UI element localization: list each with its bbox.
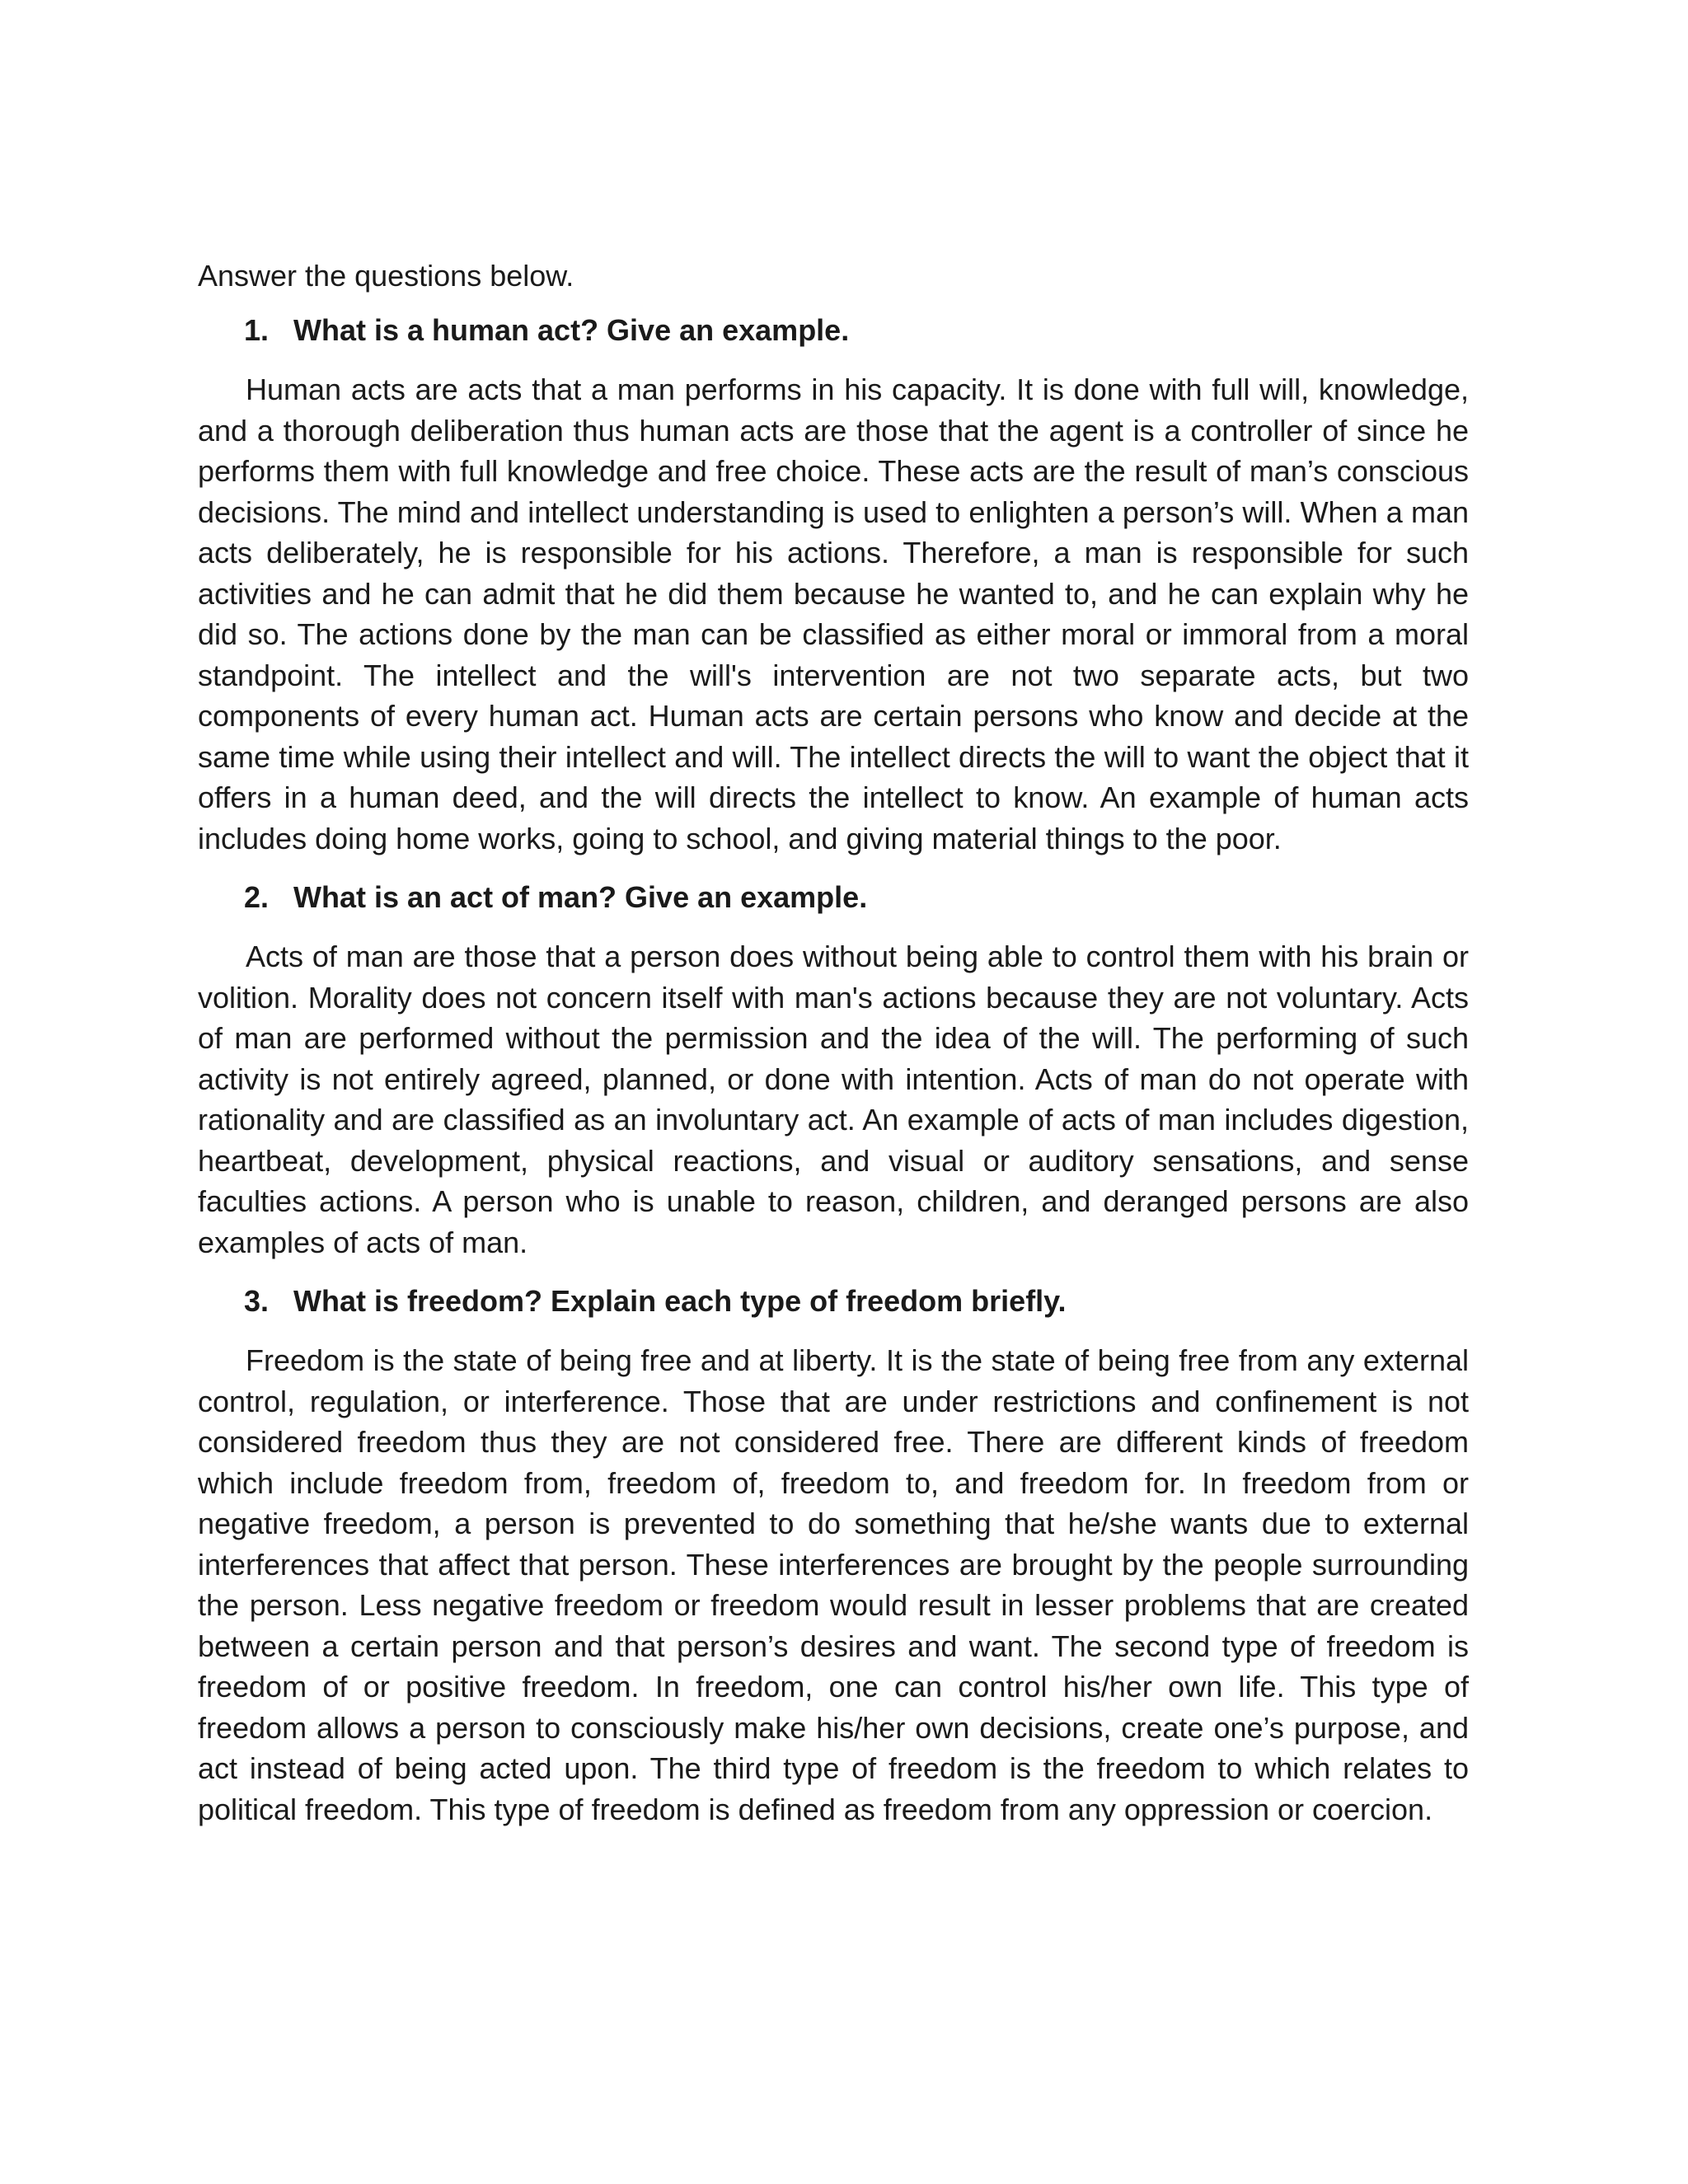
question-number: 2. [244,880,270,914]
answer-1-paragraph: Human acts are acts that a man performs in his capacity. It is done with full will, knowledge, and a thorough deliberation thus human acts are those that the agent is a controller of since he performs them with full knowledge and free choice. These acts are the result of man’s conscious decisions. The mind and intellect understanding is used to enlighten a person’s will. When a man acts deliberately, he is responsible for his actions. Therefore, a man is responsible for such activities and he can admit that he did them because he wanted to, and he can explain why he did so. The actions done by the man can be classified as either moral or immoral from a moral standpoint. The intellect and the will's intervention are not two separate acts, but two components of every human act. Human acts are certain persons who know and decide at the same time while using their intellect and will. The intellect directs the will to want the object that it offers in a human deed, and the will directs the intellect to know. An example of human acts includes doing home works, going to school, and giving material things to the poor. [198,373,1469,855]
question-number: 1. [244,313,270,347]
document-page [198,255,1469,1848]
question-3 [198,1281,1469,1322]
question-text: What is an act of man? Give an example. [293,880,868,914]
question-text: What is a human act? Give an example. [293,313,850,347]
answer-3-paragraph: Freedom is the state of being free and at liberty. It is the state of being free from any external control, regulation, or interference. Those that are under restrictions and confinement is not considered freedom thus they are not considered free. There are different kinds of freedom which include freedom from, freedom of, freedom to, and freedom for. In freedom from or negative freedom, a person is prevented to do something that he/she wants due to external interferences that affect that person. These interferences are brought by the people surrounding the person. Less negative freedom or freedom would result in lesser problems that are created between a certain person and that person’s desires and want. The second type of freedom is freedom of or positive freedom. In freedom, one can control his/her own life. This type of freedom allows a person to consciously make his/her own decisions, create one’s purpose, and act instead of being acted upon. The third type of freedom is the freedom to which relates to political freedom. This type of freedom is defined as freedom from any oppression or coercion. [198,1343,1469,1826]
question-2 [198,877,1469,918]
question-text: What is freedom? Explain each type of freedom briefly. [293,1284,1067,1318]
instructions-text: Answer the questions below. [198,259,574,293]
question-number: 3. [244,1284,270,1318]
question-1 [198,310,1469,351]
answer-2-paragraph: Acts of man are those that a person does without being able to control them with his brain or volition. Morality does not concern itself with man's actions because they are not voluntary. Acts of man are performed without the permission and the idea of the will. The performing of such activity is not entirely agreed, planned, or done with intention. Acts of man do not operate with rationality and are classified as an involuntary act. An example of acts of man includes digestion, heartbeat, development, physical reactions, and visual or auditory sensations, and sense faculties actions. A person who is unable to reason, children, and deranged persons are also examples of acts of man. [198,940,1469,1259]
